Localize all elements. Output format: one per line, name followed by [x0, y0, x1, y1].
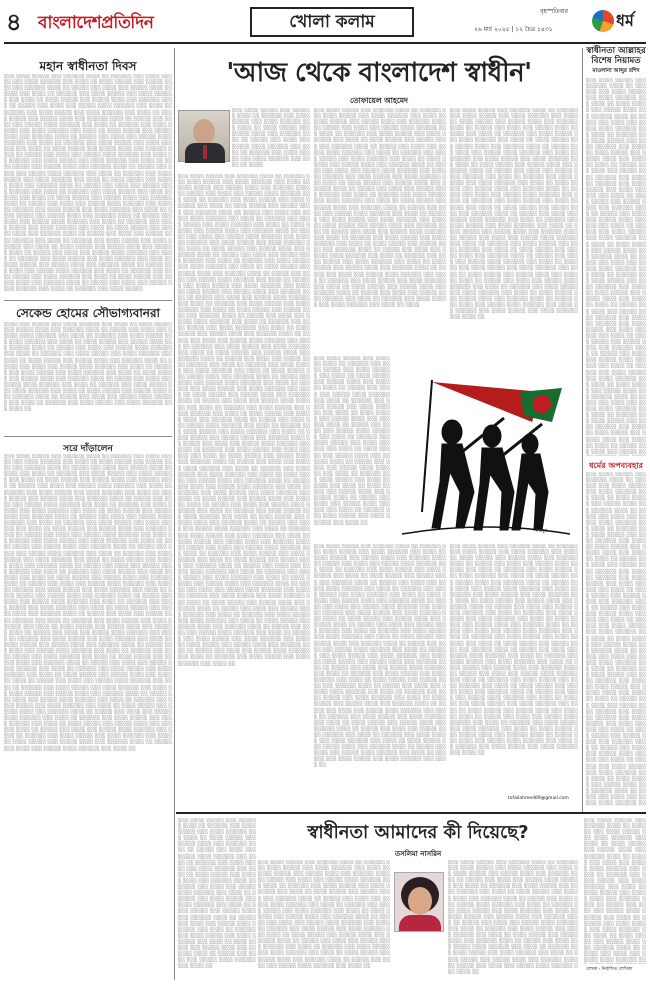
lower-col2: ░░░ ░░░░ ░░░░░ ░░░ ░░░░░░ ░░░░ ░░ ░░░░░░ ░░░ ░░░░ ░░░░░ ░░░ ░░░░ ░░░░░░ ░░░ ░░░░ ░░ ░░░░ ░░░░░ ░░░ ░░░░░ ░░░░ ░░░ ░░░░░░ ░░░░ ░░ ░░░░░ ░░░ ░░░░ ░░░ ░░░░░ ░░░░ ░░░░░░ ░░░ ░░░░ ░░ ░░░░░░ ░░░ ░░░░ ░░░░░ ░░░ ░░░░ ░░░░░░ ░░░ ░░░░ ░░ ░░░░ ░░░░░ ░░░ ░░░░░ ░░░░ ░░░ ░░░░░░ ░░░░ ░░ ░░░░░ ░░░ ░░░░ ░░░ ░░░░░ ░░░░ ░░░░░░ ░░░ ░░░░ ░░ ░░░░░░ ░░░ ░░░░ ░░░░░ ░░░ ░░░░ ░░░░░░ ░░░ ░░░░ ░░ ░░░░ ░░░░░ ░░░ ░░░░░ ░░░░ ░░░ ░░░░░░ ░░░░ ░░ ░░░░░ ░░░ ░░░░ ░░░ ░░░░░ ░░░░ ░░░░░░ ░░░ ░░░░ ░░ ░░░░░░ ░░░ ░░░░ ░░░░░ ░░░ ░░░░ ░░░░░░ ░░░ ░░░░ ░░ ░░░░ ░░░░░ ░░░ ░░░░░ ░░░░ ░░░ ░░░░░░ ░░░░ ░░ ░░░░░ ░░░ ░░░░ ░░░ ░░░░░ ░░░░ ░░░░░░ ░░░ ░░░░ ░░ ░░░░░░ ░░░ ░░░░ ░░░░░ ░░░ ░░░░ ░░░░░░ ░░░ ░░░░ ░░ ░░░░ ░░░░░ ░░░ ░░░░░ ░░░░ ░░░ ░░░░░░ ░░░░ ░░ ░░░░░ ░░░ ░░░░ ░░░ ░░░░░ ░░░░ ░░░░░░ ░░░ ░░░░ ░░ [448, 860, 578, 975]
section-title: খোলা কলাম [250, 7, 414, 37]
left-headline-1: মহান স্বাধীনতা দিবস [39, 59, 137, 73]
main-col2-lower: ░░░ ░░░░ ░░░░░ ░░░ ░░░░░░ ░░░░ ░░ ░░░░░░ ░░░ ░░░░ ░░░░░ ░░░ ░░░░ ░░░░░░ ░░░ ░░░░ ░░ ░░░░ ░░░░░ ░░░ ░░░░░ ░░░░ ░░░ ░░░░░░ ░░░░ ░░ ░░░░░ ░░░ ░░░░ ░░░ ░░░░░ ░░░░ ░░░░░░ ░░░ ░░░░ ░░ ░░░░░░ ░░░ ░░░░ ░░░░░ ░░░ ░░░░ ░░░░░░ ░░░ ░░░░ ░░ ░░░░ ░░░░░ ░░░ ░░░░░ ░░░░ ░░░ ░░░░░░ ░░░░ ░░ ░░░░░ ░░░ ░░░░ ░░░ ░░░░░ ░░░░ ░░░░░░ ░░░ ░░░░ ░░ ░░░░░░ ░░░ ░░░░ ░░░░░ ░░░ ░░░░ ░░░░░░ ░░░ ░░░░ ░░ ░░░░ ░░░░░ ░░░ ░░░░░ ░░░░ ░░░ ░░░░░░ ░░░░ ░░ ░░░░░ ░░░ ░░░░ ░░░ ░░░░░ ░░░░ ░░░░░░ ░░░ ░░░░ ░░ ░░░░░░ ░░░ ░░░░ ░░░░░ ░░░ ░░░░ ░░░░░░ ░░░ ░░░░ ░░ ░░░░ ░░░░░ ░░░ ░░░░░ ░░░░ ░░░ ░░░░░░ ░░░░ ░░ ░░░░░ ░░░ ░░░░ ░░░ ░░░░░ ░░░░ ░░░░░░ ░░░ ░░░░ ░░ ░░░░░░ ░░░ ░░░░ ░░░░░ ░░░ ░░░░ ░░░░░░ ░░░ ░░░░ ░░ [314, 356, 390, 526]
lower-writer-note: লেখক : নির্বাসিত লেখিকা [586, 967, 633, 972]
main-col3: ░░░ ░░░░ ░░░░░ ░░░ ░░░░░░ ░░░░ ░░ ░░░░░░ ░░░ ░░░░ ░░░░░ ░░░ ░░░░ ░░░░░░ ░░░ ░░░░ ░░ ░░░░ ░░░░░ ░░░ ░░░░░ ░░░░ ░░░ ░░░░░░ ░░░░ ░░ ░░░░░ ░░░ ░░░░ ░░░ ░░░░░ ░░░░ ░░░░░░ ░░░ ░░░░ ░░ ░░░░░░ ░░░ ░░░░ ░░░░░ ░░░ ░░░░ ░░░░░░ ░░░ ░░░░ ░░ ░░░░ ░░░░░ ░░░ ░░░░░ ░░░░ ░░░ ░░░░░░ ░░░░ ░░ ░░░░░ ░░░ ░░░░ ░░░ ░░░░░ ░░░░ ░░░░░░ ░░░ ░░░░ ░░ ░░░░░░ ░░░ ░░░░ ░░░░░ ░░░ ░░░░ ░░░░░░ ░░░ ░░░░ ░░ ░░░░ ░░░░░ ░░░ ░░░░░ ░░░░ ░░░ ░░░░░░ ░░░░ ░░ ░░░░░ ░░░ ░░░░ ░░░ ░░░░░ ░░░░ ░░░░░░ ░░░ ░░░░ ░░ ░░░░░░ ░░░ ░░░░ ░░░░░ ░░░ ░░░░ ░░░░░░ ░░░ ░░░░ ░░ ░░░░ ░░░░░ ░░░ ░░░░░ ░░░░ ░░░ ░░░░░░ ░░░░ ░░ ░░░░░ ░░░ ░░░░ ░░░ ░░░░░ ░░░░ ░░░░░░ ░░░ ░░░░ ░░ ░░░░░░ ░░░ ░░░░ ░░░░░ ░░░ ░░░░ ░░░░░░ ░░░ ░░░░ ░░ ░░░░ ░░░░░ ░░░ ░░░░░ ░░░░ ░░░ ░░░░░░ ░░░░ ░░ ░░░░░ ░░░ ░░░░ ░░░ ░░░░░ ░░░░ ░░░░░░ ░░░ ░░░░ ░░ ░░░░░░ ░░░ ░░░░ ░░░░░ ░░░ ░░░░ ░░░░░░ ░░░ ░░░░ ░░ ░░░░ ░░░░░ ░░░ ░░░░░ ░░░░ ░░░ ░░░░░░ ░░░░ ░░ ░░░░░ ░░░ ░░░░ ░░░ ░░░░░ ░░░░ ░░░░░░ ░░░ ░░░░ ░░ ░░░░░░ ░░░ ░░░░ ░░░░░ ░░░ ░░░░ ░░░░░░ ░░░ ░░░░ ░░ ░░░░ ░░░░░ ░░░ ░░░░░ ░░░░ ░░░ ░░░░░░ ░░░░ ░░ ░░░░░ ░░░ ░░░░ ░░░ ░░░░░ ░░░░ ░░░░░░ ░░░ ░░░░ ░░ ░░░░░░ ░░░ ░░░░ ░░░░░ ░░░ ░░░░ ░░░░░░ ░░░ ░░░░ ░░ ░░░░ ░░░░░ ░░░ ░░░░░ ░░░░ ░░░ ░░░░░░ ░░░░ ░░ ░░░░░ ░░░ ░░░░ ░░░ ░░░░░ ░░░░ ░░░░░░ ░░░ ░░░░ ░░ ░░░░░░ ░░░ ░░░░ ░░░░░ ░░░ ░░░░ ░░░░░░ ░░░ ░░░░ ░░ ░░░░ ░░░░░ ░░░ ░░░░░ ░░░░ ░░░ ░░░░░░ ░░░░ ░░ ░░░░░ ░░░ ░░░░ ░░░ ░░░░░ ░░░░ ░░░░░░ ░░░ ░░░░ ░░ ░░░░░░ ░░░ ░░░░ ░░░░░ ░░░ ░░░░ ░░░░░░ ░░░ ░░░░ ░░ [450, 108, 578, 321]
main-col2-bottom: ░░░ ░░░░ ░░░░░ ░░░ ░░░░░░ ░░░░ ░░ ░░░░░░ ░░░ ░░░░ ░░░░░ ░░░ ░░░░ ░░░░░░ ░░░ ░░░░ ░░ ░░░░ ░░░░░ ░░░ ░░░░░ ░░░░ ░░░ ░░░░░░ ░░░░ ░░ ░░░░░ ░░░ ░░░░ ░░░ ░░░░░ ░░░░ ░░░░░░ ░░░ ░░░░ ░░ ░░░░░░ ░░░ ░░░░ ░░░░░ ░░░ ░░░░ ░░░░░░ ░░░ ░░░░ ░░ ░░░░ ░░░░░ ░░░ ░░░░░ ░░░░ ░░░ ░░░░░░ ░░░░ ░░ ░░░░░ ░░░ ░░░░ ░░░ ░░░░░ ░░░░ ░░░░░░ ░░░ ░░░░ ░░ ░░░░░░ ░░░ ░░░░ ░░░░░ ░░░ ░░░░ ░░░░░░ ░░░ ░░░░ ░░ ░░░░ ░░░░░ ░░░ ░░░░░ ░░░░ ░░░ ░░░░░░ ░░░░ ░░ ░░░░░ ░░░ ░░░░ ░░░ ░░░░░ ░░░░ ░░░░░░ ░░░ ░░░░ ░░ ░░░░░░ ░░░ ░░░░ ░░░░░ ░░░ ░░░░ ░░░░░░ ░░░ ░░░░ ░░ ░░░░ ░░░░░ ░░░ ░░░░░ ░░░░ ░░░ ░░░░░░ ░░░░ ░░ ░░░░░ ░░░ ░░░░ ░░░ ░░░░░ ░░░░ ░░░░░░ ░░░ ░░░░ ░░ ░░░░░░ ░░░ ░░░░ ░░░░░ ░░░ ░░░░ ░░░░░░ ░░░ ░░░░ ░░ ░░░░ ░░░░░ ░░░ ░░░░░ ░░░░ ░░░ ░░░░░░ ░░░░ ░░ ░░░░░ ░░░ ░░░░ ░░░ ░░░░░ ░░░░ ░░░░░░ ░░░ ░░░░ ░░ ░░░░░░ ░░░ ░░░░ ░░░░░ ░░░ ░░░░ ░░░░░░ ░░░ ░░░░ ░░ ░░░░ ░░░░░ ░░░ ░░░░░ ░░░░ ░░░ ░░░░░░ ░░░░ ░░ ░░░░░ ░░░ ░░░░ ░░░ ░░░░░ ░░░░ ░░░░░░ ░░░ ░░░░ ░░ ░░░░░░ ░░░ ░░░░ ░░░░░ ░░░ ░░░░ ░░░░░░ ░░░ ░░░░ ░░ ░░░░ ░░░░░ ░░░ ░░░░░ ░░░░ ░░░ ░░░░░░ ░░░░ ░░ ░░░░░ ░░░ ░░░░ ░░░ ░░░░░ ░░░░ ░░░░░░ ░░░ ░░░░ ░░ ░░░░░░ ░░░ ░░░░ ░░░░░ ░░░ ░░░░ ░░░░░░ ░░░ ░░░░ ░░ ░░░░ ░░░░░ ░░░ ░░░░░ ░░░░ ░░░ ░░░░░░ ░░░░ ░░ ░░░░░ ░░░ ░░░░ ░░░ ░░░░░ ░░░░ ░░░░░░ ░░░ ░░░░ ░░ ░░░░░░ ░░░ ░░░░ ░░░░░ ░░░ ░░░░ ░░░░░░ ░░░ ░░░░ ░░ ░░░░ ░░░░░ ░░░ ░░░░░ ░░░░ ░░░ ░░░░░░ ░░░░ ░░ ░░░░░ ░░░ ░░░░ ░░░ ░░░░░ ░░░░ ░░░░░░ ░░░ ░░░░ ░░ ░░░░░░ ░░░ ░░░░ ░░░░░ ░░░ ░░░░ ░░░░░░ ░░░ ░░░░ ░░ ░░░░ ░░░░░ ░░░ ░░░░░ ░░░░ ░░░ ░░░░░░ ░░░░ ░░ ░░░░░ ░░░ ░░░░ ░░░ ░░░░░ ░░░░ ░░░░░░ ░░░ ░░░░ ░░ ░░░░░░ ░░░ ░░░░ ░░░░░ ░░░ ░░░░ ░░░░░░ ░░░ ░░░░ ░░ [314, 544, 446, 769]
lower-col3: ░░░ ░░░░ ░░░░░ ░░░ ░░░░░░ ░░░░ ░░ ░░░░░░ ░░░ ░░░░ ░░░░░ ░░░ ░░░░ ░░░░░░ ░░░ ░░░░ ░░ ░░░░ ░░░░░ ░░░ ░░░░░ ░░░░ ░░░ ░░░░░░ ░░░░ ░░ ░░░░░ ░░░ ░░░░ ░░░ ░░░░░ ░░░░ ░░░░░░ ░░░ ░░░░ ░░ ░░░░░░ ░░░ ░░░░ ░░░░░ ░░░ ░░░░ ░░░░░░ ░░░ ░░░░ ░░ ░░░░ ░░░░░ ░░░ ░░░░░ ░░░░ ░░░ ░░░░░░ ░░░░ ░░ ░░░░░ ░░░ ░░░░ ░░░ ░░░░░ ░░░░ ░░░░░░ ░░░ ░░░░ ░░ ░░░░░░ ░░░ ░░░░ ░░░░░ ░░░ ░░░░ ░░░░░░ ░░░ ░░░░ ░░ ░░░░ ░░░░░ ░░░ ░░░░░ ░░░░ ░░░ ░░░░░░ ░░░░ ░░ ░░░░░ ░░░ ░░░░ ░░░ ░░░░░ ░░░░ ░░░░░░ ░░ [584, 818, 646, 964]
left-article-2: ░░░░ ░░░ ░░░░░ ░░░ ░░░░ ░░░░░░ ░░░ ░░░░ ░░ ░░░░ ░░░░░ ░░░ ░░░░░ ░░░░ ░░░ ░░░░░░ ░░░░ ░░ ░░░░░ ░░░ ░░░░ ░░░ ░░░░░ ░░░░ ░░░░░░ ░░░ ░░░░ ░░ ░░░░░░ ░░░ ░░░░ ░░░░░ ░░░ ░░░░ ░░░░░░ ░░░ ░░░░ ░░ ░░░░ ░░░░░ ░░░ ░░░░░ ░░░░ ░░░ ░░░░░░ ░░░░ ░░ ░░░░░ ░░░ ░░░░ ░░░ ░░░░░ ░░░░ ░░░░░░ ░░░ ░░░░ ░░ ░░░░░░ ░░░ ░░░░ ░░░░░ ░░░ ░░░░ ░░░░░░ ░░░ ░░░░ ░░ ░░░░ ░░░░░ ░░░ ░░░░░ ░░░░ ░░░ ░░░░░░ ░░░░ ░░ ░░░░░ ░░░ ░░░░ ░░░ ░░░░░ ░░░░ ░░░░░░ ░░░ ░░░░ ░░ ░░░░░░ ░░░ ░░░░ ░░░░░ ░░░ ░░░░ ░░░░░░ ░░░ ░░░░ ░░ ░░░░ ░░░░░ ░░░ ░░░░░ ░░░░ ░░░ ░░░░░░ ░░░░ ░░ ░░░░░ ░░░ ░░░░ ░░░ ░░░░░ ░░░░ ░░░░░░ ░░░ ░░░░ ░░ ░░░░░░ ░░░ ░░░░ ░░░░░ ░░░ ░░░░ ░░░░░░ ░░░ ░░░░ ░░ ░░░░ ░░░░░ ░░░ ░░░░░ ░░░░ ░░░ ░░░░░░ ░░░░ ░░ ░░░░░ ░░░ ░░░░ ░░░ ░░░░░ ░░░░ ░░░░░░ ░░░ ░░░░ ░░ ░░░░░░ ░░░ ░░░░ ░░░░░ ░░░ ░░░░ ░░░░░░ ░░░ ░░░░ ░░ [4, 322, 172, 413]
lower-headline: স্বাধীনতা আমাদের কী দিয়েছে? [307, 822, 529, 843]
page-number: ৪ [6, 8, 22, 36]
lower-author: তসলিমা নাসরিন [394, 849, 442, 858]
author-email[interactable]: tofailahmed69@gmail.com [508, 796, 569, 801]
column-rule-right [582, 48, 583, 812]
top-rule [4, 42, 646, 44]
sidebar-author: মাওলানা আব্দুর রশিদ [592, 68, 640, 74]
artwork-credit: মাহবুব [536, 529, 548, 534]
paper-name[interactable]: বাংলাদেশপ্রতিদিন [38, 13, 154, 33]
date-day: বৃহস্পতিবার [540, 8, 568, 15]
sidebar-headline: স্বাধীনতা আল্লাহর বিশেষ নিয়ামত [586, 46, 646, 66]
left-headline-2: সেকেন্ড হোমের সৌভাগ্যবানরা [15, 306, 161, 320]
left-divider-2 [4, 436, 172, 437]
sidebar-subhead: ধর্মের অপব্যবহার [589, 461, 643, 470]
column-rule-left [174, 48, 175, 980]
freedom-artwork [392, 352, 576, 540]
main-col1-top: ░░░ ░░░░ ░░░░░ ░░░ ░░░░░░ ░░░░ ░░ ░░░░░░ ░░░ ░░░░ ░░░░░ ░░░ ░░░░ ░░░░░░ ░░░ ░░░░ ░░ ░░░░ ░░░░░ ░░░ ░░░░░ ░░░░ ░░░ ░░░░░░ ░░░░ ░░ ░░░░░ ░░░ ░░░░ ░░░ ░░░░░ ░░░░ ░░░░░░ ░░░ ░░░░ ░░ ░░░░░░ ░░░ ░░░░ ░░░░░ ░░░ ░░░░ ░░░░░░ ░░░ ░░░░ ░░ ░░░░ [232, 108, 310, 168]
main-col3-bottom: ░░░ ░░░░ ░░░░░ ░░░ ░░░░░░ ░░░░ ░░ ░░░░░░ ░░░ ░░░░ ░░░░░ ░░░ ░░░░ ░░░░░░ ░░░ ░░░░ ░░ ░░░░ ░░░░░ ░░░ ░░░░░ ░░░░ ░░░ ░░░░░░ ░░░░ ░░ ░░░░░ ░░░ ░░░░ ░░░ ░░░░░ ░░░░ ░░░░░░ ░░░ ░░░░ ░░ ░░░░░░ ░░░ ░░░░ ░░░░░ ░░░ ░░░░ ░░░░░░ ░░░ ░░░░ ░░ ░░░░ ░░░░░ ░░░ ░░░░░ ░░░░ ░░░ ░░░░░░ ░░░░ ░░ ░░░░░ ░░░ ░░░░ ░░░ ░░░░░ ░░░░ ░░░░░░ ░░░ ░░░░ ░░ ░░░░░░ ░░░ ░░░░ ░░░░░ ░░░ ░░░░ ░░░░░░ ░░░ ░░░░ ░░ ░░░░ ░░░░░ ░░░ ░░░░░ ░░░░ ░░░ ░░░░░░ ░░░░ ░░ ░░░░░ ░░░ ░░░░ ░░░ ░░░░░ ░░░░ ░░░░░░ ░░░ ░░░░ ░░ ░░░░░░ ░░░ ░░░░ ░░░░░ ░░░ ░░░░ ░░░░░░ ░░░ ░░░░ ░░ ░░░░ ░░░░░ ░░░ ░░░░░ ░░░░ ░░░ ░░░░░░ ░░░░ ░░ ░░░░░ ░░░ ░░░░ ░░░ ░░░░░ ░░░░ ░░░░░░ ░░░ ░░░░ ░░ ░░░░░░ ░░░ ░░░░ ░░░░░ ░░░ ░░░░ ░░░░░░ ░░░ ░░░░ ░░ ░░░░ ░░░░░ ░░░ ░░░░░ ░░░░ ░░░ ░░░░░░ ░░░░ ░░ ░░░░░ ░░░ ░░░░ ░░░ ░░░░░ ░░░░ ░░░░░░ ░░░ ░░░░ ░░ ░░░░░░ ░░░ ░░░░ ░░░░░ ░░░ ░░░░ ░░░░░░ ░░░ ░░░░ ░░ ░░░░ ░░░░░ ░░░ ░░░░░ ░░░░ ░░░ ░░░░░░ ░░░░ ░░ ░░░░░ ░░░ ░░░░ ░░░ ░░░░░ ░░░░ ░░░░░░ ░░░ ░░░░ ░░ ░░░░░░ ░░░ ░░░░ ░░░░░ ░░░ ░░░░ ░░░░░░ ░░░ ░░░░ ░░ ░░░░ ░░░░░ ░░░ ░░░░░ ░░░░ ░░░ ░░░░░░ ░░░░ ░░ ░░░░░ ░░░ ░░░░ ░░░ ░░░░░ ░░░░ ░░░░░░ ░░░ ░░░░ ░░ ░░░░░░ ░░░ ░░░░ ░░░░░ ░░░ ░░░░ ░░░░░░ ░░░ ░░░░ ░░ ░░░░ ░░░░░ ░░░ ░░░░░ ░░░░ ░░░ ░░░░░░ ░░░░ ░░ ░░░░░ ░░░ ░░░░ ░░░ ░░░░░ ░░░░ ░░░░░░ ░░░ ░░░░ ░░ ░░░░░░ ░░░ ░░░░ ░░░░░ ░░░ ░░░░ ░░░░░░ ░░░ ░░░░ ░░ ░░░░ ░░░░░ ░░░ ░░░░░ ░░░░ ░░░ ░░░░░░ ░░░░ ░░ ░░░░░ ░░░ ░░░░ ░░░ ░░░░░ ░░░░ ░░░░░░ ░░░ ░░░░ ░░ ░░░░░░ ░░░ ░░░░ ░░░░░ ░░░ ░░░░ ░░░░░░ ░░░ ░░░░ ░░ [450, 544, 578, 757]
main-author: তোফায়েল আহমেদ [350, 96, 408, 105]
columnist-photo [394, 872, 444, 932]
freedom-fighters-illustration [392, 352, 576, 540]
main-headline: 'আজ থেকে বাংলাদেশ স্বাধীন' [226, 58, 532, 88]
left-divider-1 [4, 300, 172, 301]
lower-col1: ░░░ ░░░░ ░░░░░ ░░░ ░░░░░░ ░░░░ ░░ ░░░░░░ ░░░ ░░░░ ░░░░░ ░░░ ░░░░ ░░░░░░ ░░░ ░░░░ ░░ ░░░░ ░░░░░ ░░░ ░░░░░ ░░░░ ░░░ ░░░░░░ ░░░░ ░░ ░░░░░ ░░░ ░░░░ ░░░ ░░░░░ ░░░░ ░░░░░░ ░░░ ░░░░ ░░ ░░░░░░ ░░░ ░░░░ ░░░░░ ░░░ ░░░░ ░░░░░░ ░░░ ░░░░ ░░ ░░░░ ░░░░░ ░░░ ░░░░░ ░░░░ ░░░ ░░░░░░ ░░░░ ░░ ░░░░░ ░░░ ░░░░ ░░░ ░░░░░ ░░░░ ░░░░░░ ░░░ ░░░░ ░░ ░░░░░░ ░░░ ░░░░ ░░░░░ ░░░ ░░░░ ░░░░░░ ░░░ ░░░░ ░░ ░░░░ ░░░░░ ░░░ ░░░░░ ░░░░ ░░░ ░░░░░░ ░░░░ ░░ ░░░░░ ░░░ ░░░░ ░░░ ░░░░░ ░░░░ ░░░░░░ ░░░ ░░░░ ░░ ░░░░░░ ░░░ ░░░░ ░░░░░ ░░░ ░░░░ ░░░░░░ ░░░ ░░░░ ░░ ░░░░ ░░░░░ ░░░ ░░░░░ ░░░░ ░░░ ░░░░░░ ░░░░ ░░ ░░░░░ ░░░ ░░░░ ░░░ ░░░░░ ░░░░ ░░░░░░ ░░░ ░░░░ ░░ ░░░░░░ ░░░ ░░░░ ░░░░░ ░░░ ░░░░ ░░░░░░ ░░░ ░░░░ ░░ ░░░░ ░░░░░ ░░░ ░░░░░ ░░░░ ░░░ ░░░░░░ ░░░░ ░░ ░░░░░ ░░░ ░░░░ ░░░ ░░░░░ ░░░░ ░░░░░░ ░░░ ░░░░ ░░ [258, 860, 390, 969]
left-headline-3: সরে দাঁড়ালেন [63, 444, 113, 454]
swirl-icon [592, 10, 614, 32]
left-article-1: ░░░ ░░░░ ░░░░░ ░░░ ░░░░░░ ░░░░ ░░ ░░░░░░ ░░░ ░░░░ ░░░░░ ░░░ ░░░░ ░░░░░░ ░░░ ░░░░ ░░ ░░░░ ░░░░░ ░░░ ░░░░░ ░░░░ ░░░ ░░░░░░ ░░░░ ░░ ░░░░░ ░░░ ░░░░ ░░░ ░░░░░ ░░░░ ░░░░░░ ░░░ ░░░░ ░░ ░░░░░░ ░░░ ░░░░ ░░░░░ ░░░ ░░░░ ░░░░░░ ░░░ ░░░░ ░░ ░░░░ ░░░░░ ░░░ ░░░░░ ░░░░ ░░░ ░░░░░░ ░░░░ ░░ ░░░░░ ░░░ ░░░░ ░░░ ░░░░░ ░░░░ ░░░░░░ ░░░ ░░░░ ░░ ░░░░░░ ░░░ ░░░░ ░░░░░ ░░░ ░░░░ ░░░░░░ ░░░ ░░░░ ░░ ░░░░ ░░░░░ ░░░ ░░░░░ ░░░░ ░░░ ░░░░░░ ░░░░ ░░ ░░░░░ ░░░ ░░░░ ░░░ ░░░░░ ░░░░ ░░░░░░ ░░░ ░░░░ ░░ ░░░░░░ ░░░ ░░░░ ░░░░░ ░░░ ░░░░ ░░░░░░ ░░░ ░░░░ ░░ ░░░░ ░░░░░ ░░░ ░░░░░ ░░░░ ░░░ ░░░░░░ ░░░░ ░░ ░░░░░ ░░░ ░░░░ ░░░ ░░░░░ ░░░░ ░░░░░░ ░░░ ░░░░ ░░ ░░░░░░ ░░░ ░░░░ ░░░░░ ░░░ ░░░░ ░░░░░░ ░░░ ░░░░ ░░ ░░░░ ░░░░░ ░░░ ░░░░░ ░░░░ ░░░ ░░░░░░ ░░░░ ░░ ░░░░░ ░░░ ░░░░ ░░░ ░░░░░ ░░░░ ░░░░░░ ░░░ ░░░░ ░░ ░░░░░░ ░░░ ░░░░ ░░░░░ ░░░ ░░░░ ░░░░░░ ░░░ ░░░░ ░░ ░░░░ ░░░░░ ░░░ ░░░░░ ░░░░ ░░░ ░░░░░░ ░░░░ ░░ ░░░░░ ░░░ ░░░░ ░░░ ░░░░░ ░░░░ ░░░░░░ ░░░ ░░░░ ░░ ░░░░░░ ░░░ ░░░░ ░░░░░ ░░░ ░░░░ ░░░░░░ ░░░ ░░░░ ░░ ░░░░ ░░░░░ ░░░ ░░░░░ ░░░░ ░░░ ░░░░░░ ░░░░ ░░ ░░░░░ ░░░ ░░░░ ░░░ ░░░░░ ░░░░ ░░░░░░ ░░░ ░░░░ ░░ ░░░░░░ ░░░ ░░░░ ░░░░░ ░░░ ░░░░ ░░░░░░ ░░░ ░░░░ ░░ ░░░░ ░░░░░ ░░░ ░░░░░ ░░░░ ░░░ ░░░░░░ ░░░░ ░░ ░░░░░ ░░░ ░░░░ ░░░ ░░░░░ ░░░░ ░░░░░░ ░░░ ░░░░ ░░ ░░░░░░ ░░░ ░░░░ ░░░░░ ░░░ ░░░░ ░░░░░░ ░░░ ░░░░ ░░ ░░░░ ░░░░░ ░░░ ░░░░░ ░░░░ ░░░ ░░░░░░ ░░░░ ░░ ░░░░░ ░░░ ░░░░ ░░░ ░░░░░ ░░░░ ░░░░░░ ░░░ ░░░░ ░░ ░░░░░░ ░░░ ░░░░ ░░░░░ ░░░ ░░░░ ░░░░░░ ░░░ ░░░░ ░░ ░░░░ ░░░░░ ░░░ ░░░░░ ░░░░ ░░░ ░░░░░░ ░░░░ ░░ ░░░░░ ░░░ ░░░░ ░░░ ░░░░░ ░░░░ ░░░░░░ ░░░ ░░░░ ░░ ░░░░░░ ░░░ ░░░░ ░░░░░ ░░░ ░░░░ ░░░░░░ ░░░ ░░░░ ░░ ░░░░ ░░░░░ ░░░ ░░░░░ ░░░░ ░░░ ░░░░░░ ░░░░ ░░ ░░░░░ ░░░ ░░░░ ░░░ ░░░░░ ░░░░ ░░░░░░ ░░░ ░░░░ ░░ ░░░░░░ ░░░ ░░░░ ░░░░░ ░░░ ░░░░ ░░░░░░ ░░░ ░░░░ ░░ ░░░░ ░░░░░ ░░░ ░░░░░ ░░░░ ░░░ ░░░░░░ ░░░░ ░░ ░░░░░ ░░░ ░░░░ ░░░ ░░░░░ ░░░░ ░░░░░░ ░░░ ░░░░ ░░ ░░░░░░ ░░░ ░░░░ ░░░░░ ░░░ ░░░░ ░░░░░░ ░░░ ░░░░ ░░ ░░░░ ░░░░░ ░░░ ░░░░░ ░░░░ ░░░ ░░░░░░ ░░░░ ░░ ░░░░░ ░░░ ░░░░ ░░░ ░░░░░ ░░░░ ░░░░░░ ░░░ ░░░░ ░░ ░░░░░░ ░░░ ░░░░ ░░░░░ [4, 74, 172, 293]
sidebar-article-2: ░░░ ░░░░ ░░░░░ ░░░ ░░░░░░ ░░░░ ░░ ░░░░░░ ░░░ ░░░░ ░░░░░ ░░░ ░░░░ ░░░░░░ ░░░ ░░░░ ░░ ░░░░ ░░░░░ ░░░ ░░░░░ ░░░░ ░░░ ░░░░░░ ░░░░ ░░ ░░░░░ ░░░ ░░░░ ░░░ ░░░░░ ░░░░ ░░░░░░ ░░░ ░░░░ ░░ ░░░░░░ ░░░ ░░░░ ░░░░░ ░░░ ░░░░ ░░░░░░ ░░░ ░░░░ ░░ ░░░░ ░░░░░ ░░░ ░░░░░ ░░░░ ░░░ ░░░░░░ ░░░░ ░░ ░░░░░ ░░░ ░░░░ ░░░ ░░░░░ ░░░░ ░░░░░░ ░░░ ░░░░ ░░ ░░░░░░ ░░░ ░░░░ ░░░░░ ░░░ ░░░░ ░░░░░░ ░░░ ░░░░ ░░ ░░░░ ░░░░░ ░░░ ░░░░░ ░░░░ ░░░ ░░░░░░ ░░░░ ░░ ░░░░░ ░░░ ░░░░ ░░░ ░░░░░ ░░░░ ░░░░░░ ░░░ ░░░░ ░░ ░░░░░░ ░░░ ░░░░ ░░░░░ ░░░ ░░░░ ░░░░░░ ░░░ ░░░░ ░░ ░░░░ ░░░░░ ░░░ ░░░░░ ░░░░ ░░░ ░░░░░░ ░░░░ ░░ ░░░░░ ░░░ ░░░░ ░░░ ░░░░░ ░░░░ ░░░░░░ ░░░ ░░░░ ░░ ░░░░░░ ░░░ ░░░░ ░░░░░ ░░░ ░░░░ ░░░░░░ ░░░ ░░░░ ░░ ░░░░ ░░░░░ ░░░ ░░░░░ ░░░░ ░░░ ░░░░░░ ░░░░ ░░ ░░░░░ ░░░ ░░░░ ░░░ ░░░░░ ░░░░ ░░░░░░ ░░░ ░░░░ ░░ ░░░░░░ ░░░ ░░░░ ░░░░░ ░░░ ░░░░ ░░░░░░ ░░░ ░░░░ ░░ ░░░░ ░░░░░ ░░░ ░░░░░ ░░░░ ░░░ ░░░░░░ ░░░░ ░░ ░░░░░ ░░░ ░░░░ ░░░ ░░░░░ ░░░░ ░░░░░░ ░░░ ░░░░ ░░ ░░░░░░ ░░░ ░░░░ ░░░░░ ░░░ ░░░░ ░░░░░░ ░░░ ░░░░ ░░ ░░░░ ░░░░░ ░░░ ░░░░░ ░░░░ ░░░ ░░░░░░ ░░░░ ░░ ░░░░░ ░░░ ░░░░ ░░░ ░░░░░ ░░░░ ░░░░░░ ░░ [586, 472, 646, 806]
lower-intro-col: ░░░ ░░░░ ░░░░░ ░░░ ░░░░░░ ░░░░ ░░ ░░░░░░ ░░░ ░░░░ ░░░░░ ░░░ ░░░░ ░░░░░░ ░░░ ░░░░ ░░ ░░░░ ░░░░░ ░░░ ░░░░░ ░░░░ ░░░ ░░░░░░ ░░░░ ░░ ░░░░░ ░░░ ░░░░ ░░░ ░░░░░ ░░░░ ░░░░░░ ░░░ ░░░░ ░░ ░░░░░░ ░░░ ░░░░ ░░░░░ ░░░ ░░░░ ░░░░░░ ░░░ ░░░░ ░░ ░░░░ ░░░░░ ░░░ ░░░░░ ░░░░ ░░░ ░░░░░░ ░░░░ ░░ ░░░░░ ░░░ ░░░░ ░░░ ░░░░░ ░░░░ ░░░░░░ ░░░ ░░░░ ░░ ░░░░░░ ░░░ ░░░░ ░░░░░ ░░░ ░░░░ ░░░░░░ ░░░ ░░░░ ░░ ░░░░ ░░░░░ ░░░ ░░░░░ ░░░░ ░░░ ░░░░░░ ░░░░ ░░ ░░░░░ ░░░ ░░░░ ░░░ ░░░░░ ░░░░ ░░░░░░ ░░░ ░░░░ ░░ ░░░░░░ ░░░ ░░░░ ░░░░░ ░░░ ░░░░ ░░░░░░ ░░░ ░░░░ ░░ ░░░░ ░░░░░ ░░░ ░░░░░ ░░░░ ░░░ ░░░░░░ ░░░░ ░░ ░░░░░ ░░░ ░░░░ ░░░ ░░░░░ ░░░░ ░░░░░░ ░░░ ░░░░ ░░ [178, 818, 256, 970]
author-photo [178, 110, 230, 162]
sidebar-article: ░░░ ░░░░ ░░░░░ ░░░ ░░░░░░ ░░░░ ░░ ░░░░░░ ░░░ ░░░░ ░░░░░ ░░░ ░░░░ ░░░░░░ ░░░ ░░░░ ░░ ░░░░ ░░░░░ ░░░ ░░░░░ ░░░░ ░░░ ░░░░░░ ░░░░ ░░ ░░░░░ ░░░ ░░░░ ░░░ ░░░░░ ░░░░ ░░░░░░ ░░░ ░░░░ ░░ ░░░░░░ ░░░ ░░░░ ░░░░░ ░░░ ░░░░ ░░░░░░ ░░░ ░░░░ ░░ ░░░░ ░░░░░ ░░░ ░░░░░ ░░░░ ░░░ ░░░░░░ ░░░░ ░░ ░░░░░ ░░░ ░░░░ ░░░ ░░░░░ ░░░░ ░░░░░░ ░░░ ░░░░ ░░ ░░░░░░ ░░░ ░░░░ ░░░░░ ░░░ ░░░░ ░░░░░░ ░░░ ░░░░ ░░ ░░░░ ░░░░░ ░░░ ░░░░░ ░░░░ ░░░ ░░░░░░ ░░░░ ░░ ░░░░░ ░░░ ░░░░ ░░░ ░░░░░ ░░░░ ░░░░░░ ░░░ ░░░░ ░░ ░░░░░░ ░░░ ░░░░ ░░░░░ ░░░ ░░░░ ░░░░░░ ░░░ ░░░░ ░░ ░░░░ ░░░░░ ░░░ ░░░░░ ░░░░ ░░░ ░░░░░░ ░░░░ ░░ ░░░░░ ░░░ ░░░░ ░░░ ░░░░░ ░░░░ ░░░░░░ ░░░ ░░░░ ░░ ░░░░░░ ░░░ ░░░░ ░░░░░ ░░░ ░░░░ ░░░░░░ ░░░ ░░░░ ░░ ░░░░ ░░░░░ ░░░ ░░░░░ ░░░░ ░░░ ░░░░░░ ░░░░ ░░ ░░░░░ ░░░ ░░░░ ░░░ ░░░░░ ░░░░ ░░░░░░ ░░░ ░░░░ ░░ ░░░░░░ ░░░ ░░░░ ░░░░░ ░░░ ░░░░ ░░░░░░ ░░░ ░░░░ ░░ ░░░░ ░░░░░ ░░░ ░░░░░ ░░░░ ░░░ ░░░░░░ ░░░░ ░░ ░░░░░ ░░░ ░░░░ ░░░ ░░░░░ ░░░░ ░░░░░░ ░░░ ░░░░ ░░ ░░░░░░ ░░░ ░░░░ ░░░░░ ░░░ ░░░░ ░░░░░░ ░░░ ░░░░ ░░ ░░░░ ░░░░░ ░░░ ░░░░░ ░░░░ ░░░ ░░░░░░ ░░░░ ░░ ░░░░░ ░░░ ░░░░ ░░░ ░░░░░ ░░░░ ░░░░░░ ░░░ ░░░░ ░░ ░░░░░░ ░░░ ░░░░ ░░░░░ ░░░ ░░░░ ░░░░░░ ░░░ ░░░░ ░░ ░░░░ ░░░░░ ░░░ ░░░░░ ░░░░ ░░░ ░░░░░░ ░░░░ ░░ ░░░░░ ░░░ ░░░░ ░░░ ░░░░░ ░░ [586, 78, 646, 455]
masthead [4, 4, 646, 40]
main-col2: ░░░ ░░░░ ░░░░░ ░░░ ░░░░░░ ░░░░ ░░ ░░░░░░ ░░░ ░░░░ ░░░░░ ░░░ ░░░░ ░░░░░░ ░░░ ░░░░ ░░ ░░░░ ░░░░░ ░░░ ░░░░░ ░░░░ ░░░ ░░░░░░ ░░░░ ░░ ░░░░░ ░░░ ░░░░ ░░░ ░░░░░ ░░░░ ░░░░░░ ░░░ ░░░░ ░░ ░░░░░░ ░░░ ░░░░ ░░░░░ ░░░ ░░░░ ░░░░░░ ░░░ ░░░░ ░░ ░░░░ ░░░░░ ░░░ ░░░░░ ░░░░ ░░░ ░░░░░░ ░░░░ ░░ ░░░░░ ░░░ ░░░░ ░░░ ░░░░░ ░░░░ ░░░░░░ ░░░ ░░░░ ░░ ░░░░░░ ░░░ ░░░░ ░░░░░ ░░░ ░░░░ ░░░░░░ ░░░ ░░░░ ░░ ░░░░ ░░░░░ ░░░ ░░░░░ ░░░░ ░░░ ░░░░░░ ░░░░ ░░ ░░░░░ ░░░ ░░░░ ░░░ ░░░░░ ░░░░ ░░░░░░ ░░░ ░░░░ ░░ ░░░░░░ ░░░ ░░░░ ░░░░░ ░░░ ░░░░ ░░░░░░ ░░░ ░░░░ ░░ ░░░░ ░░░░░ ░░░ ░░░░░ ░░░░ ░░░ ░░░░░░ ░░░░ ░░ ░░░░░ ░░░ ░░░░ ░░░ ░░░░░ ░░░░ ░░░░░░ ░░░ ░░░░ ░░ ░░░░░░ ░░░ ░░░░ ░░░░░ ░░░ ░░░░ ░░░░░░ ░░░ ░░░░ ░░ ░░░░ ░░░░░ ░░░ ░░░░░ ░░░░ ░░░ ░░░░░░ ░░░░ ░░ ░░░░░ ░░░ ░░░░ ░░░ ░░░░░ ░░░░ ░░░░░░ ░░░ ░░░░ ░░ ░░░░░░ ░░░ ░░░░ ░░░░░ ░░░ ░░░░ ░░░░░░ ░░░ ░░░░ ░░ ░░░░ ░░░░░ ░░░ ░░░░░ ░░░░ ░░░ ░░░░░░ ░░░░ ░░ ░░░░░ ░░░ ░░░░ ░░░ ░░░░░ ░░░░ ░░░░░░ ░░░ ░░░░ ░░ ░░░░░░ ░░░ ░░░░ ░░░░░ ░░░ ░░░░ ░░░░░░ ░░░ ░░░░ ░░ ░░░░ ░░░░░ ░░░ ░░░░░ ░░░░ ░░░ ░░░░░░ ░░░░ ░░ ░░░░░ ░░░ ░░░░ ░░░ ░░░░░ ░░░░ ░░░░░░ ░░░ ░░░░ ░░ ░░░░░░ ░░░ ░░░░ ░░░░░ ░░░ ░░░░ ░░░░░░ ░░░ ░░░░ ░░ ░░░░ ░░░░░ ░░░ ░░░░░ ░░░░ ░░░ ░░░░░░ ░░░░ ░░ ░░░░░ ░░░ ░░░░ ░░░ ░░░░░ ░░░░ ░░░░░░ ░░░ ░░░░ ░░ ░░░░░░ ░░░ ░░░░ ░░░░░ ░░░ ░░░░ ░░░░░░ ░░░ ░░░░ ░░ ░░░░ ░░░░░ ░░░ ░░░░░ ░░░░ ░░░ ░░░░░░ ░░░░ ░░ ░░░░░ ░░░ ░░░░ ░░░ ░░░░░ ░░░░ ░░░░░░ ░░░ ░░░░ ░░ ░░░░░░ ░░░ ░░░░ ░░░░░ ░░░ ░░░░ ░░░░░░ ░░░ ░░░░ ░░ ░░░░ [314, 108, 446, 308]
main-col1: ░░░ ░░░░ ░░░░░ ░░░ ░░░░░░ ░░░░ ░░ ░░░░░░ ░░░ ░░░░ ░░░░░ ░░░ ░░░░ ░░░░░░ ░░░ ░░░░ ░░ ░░░░ ░░░░░ ░░░ ░░░░░ ░░░░ ░░░ ░░░░░░ ░░░░ ░░ ░░░░░ ░░░ ░░░░ ░░░ ░░░░░ ░░░░ ░░░░░░ ░░░ ░░░░ ░░ ░░░░░░ ░░░ ░░░░ ░░░░░ ░░░ ░░░░ ░░░░░░ ░░░ ░░░░ ░░ ░░░░ ░░░░░ ░░░ ░░░░░ ░░░░ ░░░ ░░░░░░ ░░░░ ░░ ░░░░░ ░░░ ░░░░ ░░░ ░░░░░ ░░░░ ░░░░░░ ░░░ ░░░░ ░░ ░░░░░░ ░░░ ░░░░ ░░░░░ ░░░ ░░░░ ░░░░░░ ░░░ ░░░░ ░░ ░░░░ ░░░░░ ░░░ ░░░░░ ░░░░ ░░░ ░░░░░░ ░░░░ ░░ ░░░░░ ░░░ ░░░░ ░░░ ░░░░░ ░░░░ ░░░░░░ ░░░ ░░░░ ░░ ░░░░░░ ░░░ ░░░░ ░░░░░ ░░░ ░░░░ ░░░░░░ ░░░ ░░░░ ░░ ░░░░ ░░░░░ ░░░ ░░░░░ ░░░░ ░░░ ░░░░░░ ░░░░ ░░ ░░░░░ ░░░ ░░░░ ░░░ ░░░░░ ░░░░ ░░░░░░ ░░░ ░░░░ ░░ ░░░░░░ ░░░ ░░░░ ░░░░░ ░░░ ░░░░ ░░░░░░ ░░░ ░░░░ ░░ ░░░░ ░░░░░ ░░░ ░░░░░ ░░░░ ░░░ ░░░░░░ ░░░░ ░░ ░░░░░ ░░░ ░░░░ ░░░ ░░░░░ ░░░░ ░░░░░░ ░░░ ░░░░ ░░ ░░░░░░ ░░░ ░░░░ ░░░░░ ░░░ ░░░░ ░░░░░░ ░░░ ░░░░ ░░ ░░░░ ░░░░░ ░░░ ░░░░░ ░░░░ ░░░ ░░░░░░ ░░░░ ░░ ░░░░░ ░░░ ░░░░ ░░░ ░░░░░ ░░░░ ░░░░░░ ░░░ ░░░░ ░░ ░░░░░░ ░░░ ░░░░ ░░░░░ ░░░ ░░░░ ░░░░░░ ░░░ ░░░░ ░░ ░░░░ ░░░░░ ░░░ ░░░░░ ░░░░ ░░░ ░░░░░░ ░░░░ ░░ ░░░░░ ░░░ ░░░░ ░░░ ░░░░░ ░░░░ ░░░░░░ ░░░ ░░░░ ░░ ░░░░░░ ░░░ ░░░░ ░░░░░ ░░░ ░░░░ ░░░░░░ ░░░ ░░░░ ░░ ░░░░ ░░░░░ ░░░ ░░░░░ ░░░░ ░░░ ░░░░░░ ░░░░ ░░ ░░░░░ ░░░ ░░░░ ░░░ ░░░░░ ░░░░ ░░░░░░ ░░░ ░░░░ ░░ ░░░░░░ ░░░ ░░░░ ░░░░░ ░░░ ░░░░ ░░░░░░ ░░░ ░░░░ ░░ ░░░░ ░░░░░ ░░░ ░░░░░ ░░░░ ░░░ ░░░░░░ ░░░░ ░░ ░░░░░ ░░░ ░░░░ ░░░ ░░░░░ ░░░░ ░░░░░░ ░░░ ░░░░ ░░ ░░░░░░ ░░░ ░░░░ ░░░░░ ░░░ ░░░░ ░░░░░░ ░░░ ░░░░ ░░ ░░░░ ░░░░░ ░░░ ░░░░░ ░░░░ ░░░ ░░░░░░ ░░░░ ░░ ░░░░░ ░░░ ░░░░ ░░░ ░░░░░ ░░░░ ░░░░░░ ░░░ ░░░░ ░░ ░░░░░░ ░░░ ░░░░ ░░░░░ ░░░ ░░░░ ░░░░░░ ░░░ ░░░░ ░░ ░░░░ ░░░░░ ░░░ ░░░░░ ░░░░ ░░░ ░░░░░░ ░░░░ ░░ ░░░░░ ░░░ ░░░░ ░░░ ░░░░░ ░░░░ ░░░░░░ ░░░ ░░░░ ░░ ░░░░░░ ░░░ ░░░░ ░░░░░ ░░░ ░░░░ ░░░░░░ ░░░ ░░░░ ░░ ░░░░ ░░░░░ ░░░ ░░░░░ ░░░░ ░░░ ░░░░░░ ░░░░ ░░ ░░░░░ ░░░ ░░░░ ░░░ ░░░░░ ░░░░ ░░░░░░ ░░░ ░░░░ ░░ ░░░░░░ ░░░ ░░░░ ░░░░░ ░░░ ░░░░ ░░░░░░ ░░░ ░░░░ ░░ ░░░░ ░░░░░ ░░░ ░░░░░ ░░░░ ░░░ ░░░░░░ ░░░░ ░░ ░░░░░ ░░░ ░░░░ ░░░ ░░░░░ ░░░░ ░░░░░░ ░░░ ░░░░ ░░ ░░░░░░ ░░░ ░░░░ ░░░░░ ░░░ ░░░░ ░░░░░░ ░░░ ░░░░ ░░ ░░░░ ░░░░░ ░░░ ░░░░░ ░░░░ ░░░ ░░░░░░ ░░░░ ░░ ░░░░░ ░░░ ░░░░ ░░░ ░░░░░ ░░░░ ░░░░░░ ░░░ ░░░░ ░░ ░░░░░░ ░░░ ░░░░ ░░░░░ ░░░ ░░░░ ░░░░░░ ░░░ ░░░░ ░░ ░░░░ ░░░░░ ░░░ ░░░░░ ░░░░ ░░░ ░░░░░░ ░░░░ ░░ ░░░░░ ░░░ ░░░░ ░░░ ░░░░░ ░░░░ ░░░░░░ ░░░ ░░░░ ░░ ░░░░░░ ░░░ ░░░░ ░░░░░ ░░░ ░░░░ ░░░░░░ ░░░ ░░░░ ░░ ░░░░ ░░░░░ ░░░ ░░░░░ ░░░░ ░░░ ░░░░░░ ░░░░ ░░ ░░░░░ ░░░ ░░░░ ░░░ ░░░░░ ░░░░ ░░░░░░ ░░░ ░░░░ ░░ ░░░░░░ ░░░ ░░░░ ░░░░░ ░░░ ░░░░ ░░░░░░ ░░░ ░░░░ ░░ ░░░░ ░░░░░ ░░░ ░░░░░ ░░░░ ░░░ ░░░░░░ ░░░░ ░░ ░░░░░ ░░░ ░░░░ ░░░ ░░░░░ ░░░░ ░░░░░░ ░░░ ░░░░ ░░ ░░░░░░ ░░░ ░░░░ ░░░░░ ░░░ ░░░░ ░░░░░░ ░░░ ░░░░ ░░ ░░░░ ░░░░░ ░░░ ░░░░░ ░░░░ ░░░ ░░░░░░ ░░░░ ░░ ░░░░░ ░░░ ░░░░ ░░░ ░░░░░ ░░░░ ░░░░░░ ░░░ ░░░░ ░░ ░░░░░░ ░░░ ░░░░ ░░░░░ ░░░ ░░░░ ░░░░░░ ░░░ ░░░░ ░░ ░░░░ ░░░░░ ░░░ ░░░░░ ░░░░ ░░░ ░░░░░░ ░░░░ ░░ ░░░░░ ░░░ ░░░░ ░░░ ░░░░░ ░░░░ ░░░░░░ ░░░ ░░░░ ░░ ░░░░░░ ░░░ ░░░░ ░░░░░ ░░░ ░░░░ ░░░░░░ ░░░ ░░░░ ░░ ░░░░ ░░░░░ ░░░ ░░░░░ ░░░░ ░░░ ░░░░░░ ░░░░ ░░ ░░░░░ ░░░ ░░░░ ░░░ ░░░░░ ░░░░ ░░░░░░ ░░░ ░░░░ ░░ ░░░░░░ ░░░ ░░░░ ░░░░░ ░░░ ░░░░ ░░░░░░ ░░░ ░░░░ ░░ ░░░░ ░░░░░ ░░░ ░░░░░ ░░░░ ░░░ ░░░░░░ ░░░░ ░░ ░░░░░ ░░░ ░░░░ ░░░ ░░░░░ ░░░░ ░░░░░░ ░░░ ░░░░ ░░ ░░░░░░ ░░░ ░░░░ ░░░░░ ░░░ ░░░░ ░░░░░░ ░░░ ░░░░ ░░ ░░░░ ░░░░░ ░░░ ░░░░░ ░░░░ ░░░ ░░░░░░ ░░░░ ░░ ░░░░░ ░░░ ░░░░ ░░░ ░░░░░ ░░░░ ░░░░░░ ░░░ ░░░░ ░░ ░░░░░░ ░░░ ░░░░ ░░░░░ ░░░ ░░░░ ░░░░░░ ░░░ ░░░░ ░░ ░░░░ ░░░░░ ░░░ ░░░░░ ░░░░ ░░░ ░░░░░░ ░░░░ ░░ ░░░░░ ░░░ ░░░░ ░░░ ░░░░░ ░░░░ ░░░░░░ ░░░ ░░░░ ░░ ░░░░░░ ░░░ ░░░░ ░░░░░ ░░░ ░░░░ ░░░░░░ ░░░ ░░░░ ░░ [178, 174, 310, 667]
dharma-label: ধর্ম [616, 11, 634, 30]
date-line: ২৬ মার্চ ২০২৫ | ১২ চৈত্র ১৪৩১ [474, 26, 553, 33]
dharma-logo [590, 4, 646, 38]
left-article-3: ░░░ ░░░░ ░░░░░ ░░░ ░░░░░░ ░░░░ ░░ ░░░░░░ ░░░ ░░░░ ░░░░░ ░░░ ░░░░ ░░░░░░ ░░░ ░░░░ ░░ ░░░░ ░░░░░ ░░░ ░░░░░ ░░░░ ░░░ ░░░░░░ ░░░░ ░░ ░░░░░ ░░░ ░░░░ ░░░ ░░░░░ ░░░░ ░░░░░░ ░░░ ░░░░ ░░ ░░░░░░ ░░░ ░░░░ ░░░░░ ░░░ ░░░░ ░░░░░░ ░░░ ░░░░ ░░ ░░░░ ░░░░░ ░░░ ░░░░░ ░░░░ ░░░ ░░░░░░ ░░░░ ░░ ░░░░░ ░░░ ░░░░ ░░░ ░░░░░ ░░░░ ░░░░░░ ░░░ ░░░░ ░░ ░░░░░░ ░░░ ░░░░ ░░░░░ ░░░ ░░░░ ░░░░░░ ░░░ ░░░░ ░░ ░░░░ ░░░░░ ░░░ ░░░░░ ░░░░ ░░░ ░░░░░░ ░░░░ ░░ ░░░░░ ░░░ ░░░░ ░░░ ░░░░░ ░░░░ ░░░░░░ ░░░ ░░░░ ░░ ░░░░░░ ░░░ ░░░░ ░░░░░ ░░░ ░░░░ ░░░░░░ ░░░ ░░░░ ░░ ░░░░ ░░░░░ ░░░ ░░░░░ ░░░░ ░░░ ░░░░░░ ░░░░ ░░ ░░░░░ ░░░ ░░░░ ░░░ ░░░░░ ░░░░ ░░░░░░ ░░░ ░░░░ ░░ ░░░░░░ ░░░ ░░░░ ░░░░░ ░░░ ░░░░ ░░░░░░ ░░░ ░░░░ ░░ ░░░░ ░░░░░ ░░░ ░░░░░ ░░░░ ░░░ ░░░░░░ ░░░░ ░░ ░░░░░ ░░░ ░░░░ ░░░ ░░░░░ ░░░░ ░░░░░░ ░░░ ░░░░ ░░ ░░░░░░ ░░░ ░░░░ ░░░░░ ░░░ ░░░░ ░░░░░░ ░░░ ░░░░ ░░ ░░░░ ░░░░░ ░░░ ░░░░░ ░░░░ ░░░ ░░░░░░ ░░░░ ░░ ░░░░░ ░░░ ░░░░ ░░░ ░░░░░ ░░░░ ░░░░░░ ░░░ ░░░░ ░░ ░░░░░░ ░░░ ░░░░ ░░░░░ ░░░ ░░░░ ░░░░░░ ░░░ ░░░░ ░░ ░░░░ ░░░░░ ░░░ ░░░░░ ░░░░ ░░░ ░░░░░░ ░░░░ ░░ ░░░░░ ░░░ ░░░░ ░░░ ░░░░░ ░░░░ ░░░░░░ ░░░ ░░░░ ░░ ░░░░░░ ░░░ ░░░░ ░░░░░ ░░░ ░░░░ ░░░░░░ ░░░ ░░░░ ░░ ░░░░ ░░░░░ ░░░ ░░░░░ ░░░░ ░░░ ░░░░░░ ░░░░ ░░ ░░░░░ ░░░ ░░░░ ░░░ ░░░░░ ░░░░ ░░░░░░ ░░░ ░░░░ ░░ ░░░░░░ ░░░ ░░░░ ░░░░░ ░░░ ░░░░ ░░░░░░ ░░░ ░░░░ ░░ ░░░░ ░░░░░ ░░░ ░░░░░ ░░░░ ░░░ ░░░░░░ ░░░░ ░░ ░░░░░ ░░░ ░░░░ ░░░ ░░░░░ ░░░░ ░░░░░░ ░░░ ░░░░ ░░ ░░░░░░ ░░░ ░░░░ ░░░░░ ░░░ ░░░░ ░░░░░░ ░░░ ░░░░ ░░ ░░░░ ░░░░░ ░░░ ░░░░░ ░░░░ ░░░ ░░░░░░ ░░░░ ░░ ░░░░░ ░░░ ░░░░ ░░░ ░░░░░ ░░░░ ░░░░░░ ░░░ ░░░░ ░░ ░░░░░░ ░░░ ░░░░ ░░░░░ ░░░ ░░░░ ░░░░░░ ░░░ ░░░░ ░░ ░░░░ ░░░░░ ░░░ ░░░░░ ░░░░ ░░░ ░░░░░░ ░░░░ ░░ ░░░░░ ░░░ ░░░░ ░░░ ░░░░░ ░░░░ ░░░░░░ ░░░ ░░░░ ░░ ░░░░░░ ░░░ ░░░░ ░░░░░ ░░░ ░░░░ ░░░░░░ ░░░ ░░░░ ░░ ░░░░ ░░░░░ ░░░ ░░░░░ ░░░░ ░░░ ░░░░░░ ░░░░ ░░ ░░░░░ ░░░ ░░░░ ░░░ ░░░░░ ░░░░ ░░░░░░ ░░░ ░░░░ ░░ ░░░░░░ ░░░ ░░░░ ░░░░░ ░░░ ░░░░ ░░░░░░ ░░░ ░░░░ ░░ ░░░░ ░░░░░ ░░░ ░░░░░ ░░░░ ░░░ ░░░░░░ ░░░░ ░░ ░░░░░ ░░░ ░░░░ ░░░ ░░░░░ ░░░░ ░░░░░░ ░░░ ░░░░ ░░ ░░░░░░ ░░░ ░░░░ ░░░░░ ░░░ ░░░░ ░░░░░░ ░░░ ░░░░ ░░ ░░░░ ░░░░░ ░░░ ░░░░░ ░░░░ ░░░ ░░░░░░ ░░░░ ░░ ░░░░░ ░░░ ░░░░ ░░░ ░░░░░ ░░░░ ░░░░░░ ░░░ ░░░░ ░░ ░░░░░░ ░░░ ░░░░ ░░░░░ ░░░ ░░░░ ░░░░░░ ░░░ ░░░░ ░░ ░░░░ ░░░░░ ░░░ ░░░░░ ░░░░ ░░░ ░░░░░░ ░░░░ ░░ ░░░░░ ░░░ ░░░░ ░░░ ░░░░░ ░░░░ ░░░░░░ ░░░ ░░░░ ░░ ░░░░░░ ░░░ ░░░░ ░░░░░ ░░░ ░░░░ ░░░░░░ ░░░ ░░░░ ░░ ░░░░ ░░░░░ ░░░ ░░░░░ ░░░░ ░░░ ░░░░░░ ░░░░ ░░ ░░░░░ ░░░ ░░░░ ░░░ ░░░░░ ░░░░ ░░░░░░ ░░░ ░░░░ ░░ ░░░░░░ ░░░ ░░░░ ░░░░░ ░░░ ░░░░ ░░░░░░ ░░░ ░░░░ ░░ ░░░░ ░░░░░ ░░░ ░░░░░ ░░░░ ░░░ ░░░░░░ ░░░░ ░░ ░░░░░ ░░░ ░░░░ ░░░ ░░░░░ ░░░░ ░░░░░░ ░░░ ░░░░ ░░ ░░░░░░ ░░░ ░░░░ ░░░░░ ░░░ ░░░░ ░░░░░░ ░░░ ░░░░ ░░ ░░░░ ░░░░░ ░░░ ░░░░░ ░░░░ ░░░ ░░░░░░ ░░░░ ░░ ░░░░░ ░░░ ░░░░ ░░░ ░░░░░ ░░░░ ░░░░░░ ░░░ ░░░░ ░░ [4, 454, 172, 752]
